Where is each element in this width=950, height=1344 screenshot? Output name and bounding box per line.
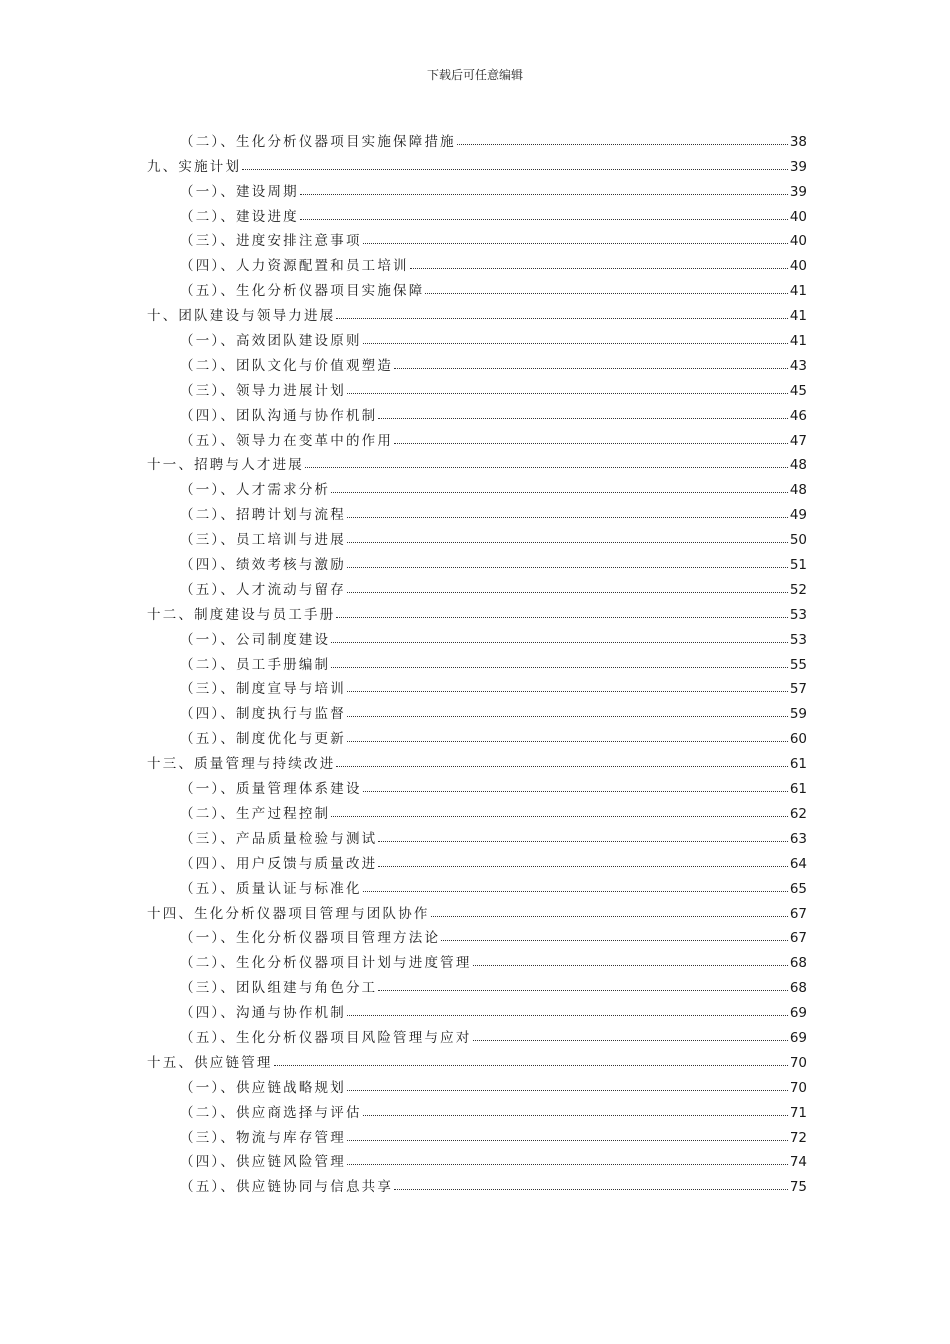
toc-entry-title: （三）、员工培训与进展: [180, 532, 346, 549]
toc-chapter-entry[interactable]: [147, 747, 807, 772]
toc-entry-title: （四）、制度执行与监督: [180, 706, 346, 723]
toc-dot-leader: [425, 292, 787, 294]
toc-entry-title: （五）、生化分析仪器项目风险管理与应对: [180, 1029, 472, 1046]
toc-entry-title: （四）、绩效考核与激励: [180, 557, 346, 574]
toc-page-number: 67: [789, 905, 807, 922]
toc-chapter-entry[interactable]: [147, 299, 807, 324]
toc-section-entry[interactable]: [147, 573, 807, 598]
toc-dot-leader: [347, 566, 788, 568]
toc-page-number: 57: [789, 681, 807, 698]
toc-entry-title: 十、团队建设与领导力进展: [147, 308, 336, 325]
toc-dot-leader: [331, 641, 788, 643]
toc-section-entry[interactable]: [147, 1021, 807, 1046]
toc-entry-title: （三）、领导力进展计划: [180, 382, 346, 399]
toc-page-number: 69: [789, 1005, 807, 1022]
toc-entry-title: （一）、公司制度建设: [180, 631, 331, 648]
toc-dot-leader: [331, 491, 788, 493]
toc-page-number: 46: [789, 407, 807, 424]
toc-entry-title: （四）、团队沟通与协作机制: [180, 407, 378, 424]
toc-page-number: 48: [789, 457, 807, 474]
toc-entry-title: （二）、生化分析仪器项目实施保障措施: [180, 133, 456, 150]
toc-section-entry[interactable]: [147, 946, 807, 971]
page-header: 下载后可任意编辑: [426, 68, 523, 82]
toc-page-number: 55: [789, 656, 807, 673]
toc-entry-title: （二）、建设进度: [180, 208, 299, 225]
toc-section-entry[interactable]: [147, 225, 807, 250]
toc-section-entry[interactable]: [147, 648, 807, 673]
toc-page-number: 38: [789, 133, 807, 150]
toc-section-entry[interactable]: [147, 249, 807, 274]
toc-dot-leader: [363, 242, 788, 244]
toc-dot-leader: [410, 267, 788, 269]
toc-entry-title: （四）、人力资源配置和员工培训: [180, 258, 409, 275]
toc-section-entry[interactable]: [147, 673, 807, 698]
toc-dot-leader: [347, 516, 788, 518]
toc-dot-leader: [347, 1014, 788, 1016]
toc-dot-leader: [347, 1089, 788, 1091]
toc-dot-leader: [394, 1188, 788, 1190]
toc-section-entry[interactable]: [147, 1121, 807, 1146]
toc-entry-title: （三）、团队组建与角色分工: [180, 980, 378, 997]
toc-section-entry[interactable]: [147, 274, 807, 299]
toc-page-number: 43: [789, 357, 807, 374]
toc-page-number: 48: [789, 482, 807, 499]
toc-section-entry[interactable]: [147, 772, 807, 797]
toc-entry-title: （五）、供应链协同与信息共享: [180, 1179, 394, 1196]
toc-section-entry[interactable]: [147, 1170, 807, 1195]
toc-entry-title: （三）、物流与库存管理: [180, 1129, 346, 1146]
toc-dot-leader: [363, 1114, 788, 1116]
toc-chapter-entry[interactable]: [147, 1046, 807, 1071]
toc-section-entry[interactable]: [147, 374, 807, 399]
toc-entry-title: （五）、制度优化与更新: [180, 731, 346, 748]
toc-entry-title: （一）、生化分析仪器项目管理方法论: [180, 930, 441, 947]
toc-page-number: 41: [789, 283, 807, 300]
toc-section-entry[interactable]: [147, 697, 807, 722]
toc-entry-title: （二）、招聘计划与流程: [180, 507, 346, 524]
toc-page-number: 72: [789, 1129, 807, 1146]
toc-section-entry[interactable]: [147, 125, 807, 150]
toc-dot-leader: [347, 690, 788, 692]
toc-page-number: 65: [789, 880, 807, 897]
toc-dot-leader: [473, 1039, 788, 1041]
toc-entry-title: 十五、供应链管理: [147, 1054, 273, 1071]
toc-chapter-entry[interactable]: [147, 598, 807, 623]
toc-dot-leader: [347, 1139, 788, 1141]
toc-page-number: 74: [789, 1154, 807, 1171]
toc-dot-leader: [431, 915, 788, 917]
toc-dot-leader: [300, 193, 788, 195]
toc-entry-title: 十一、招聘与人才进展: [147, 457, 304, 474]
toc-dot-leader: [457, 143, 788, 145]
toc-dot-leader: [347, 1163, 788, 1165]
toc-section-entry[interactable]: [147, 473, 807, 498]
toc-chapter-entry[interactable]: [147, 449, 807, 474]
toc-section-entry[interactable]: [147, 349, 807, 374]
toc-entry-title: （一）、建设周期: [180, 183, 299, 200]
toc-dot-leader: [347, 541, 788, 543]
toc-page-number: 51: [789, 557, 807, 574]
toc-entry-title: （五）、人才流动与留存: [180, 581, 346, 598]
toc-section-entry[interactable]: [147, 498, 807, 523]
toc-page-number: 53: [789, 631, 807, 648]
toc-section-entry[interactable]: [147, 996, 807, 1021]
toc-dot-leader: [363, 890, 788, 892]
toc-dot-leader: [378, 417, 787, 419]
toc-section-entry[interactable]: [147, 1096, 807, 1121]
toc-page-number: 45: [789, 382, 807, 399]
toc-section-entry[interactable]: [147, 523, 807, 548]
toc-section-entry[interactable]: [147, 847, 807, 872]
toc-dot-leader: [331, 666, 788, 668]
toc-page-number: 61: [789, 756, 807, 773]
toc-section-entry[interactable]: [147, 822, 807, 847]
toc-dot-leader: [336, 317, 787, 319]
toc-dot-leader: [363, 342, 788, 344]
toc-entry-title: （一）、供应链战略规划: [180, 1079, 346, 1096]
toc-page-number: 49: [789, 507, 807, 524]
toc-page-number: 47: [789, 432, 807, 449]
toc-page-number: 40: [789, 208, 807, 225]
toc-page-number: 60: [789, 731, 807, 748]
toc-page-number: 71: [789, 1104, 807, 1121]
toc-section-entry[interactable]: [147, 548, 807, 573]
toc-section-entry[interactable]: [147, 1071, 807, 1096]
toc-page-number: 40: [789, 233, 807, 250]
toc-dot-leader: [336, 616, 787, 618]
toc-entry-title: （二）、供应商选择与评估: [180, 1104, 362, 1121]
toc-entry-title: （三）、制度宣导与培训: [180, 681, 346, 698]
toc-dot-leader: [378, 840, 787, 842]
toc-page-number: 68: [789, 955, 807, 972]
toc-page-number: 63: [789, 830, 807, 847]
toc-dot-leader: [441, 939, 788, 941]
toc-entry-title: （四）、用户反馈与质量改进: [180, 855, 378, 872]
toc-page-number: 68: [789, 980, 807, 997]
toc-page-number: 41: [789, 308, 807, 325]
toc-page-number: 69: [789, 1029, 807, 1046]
toc-page-number: 64: [789, 855, 807, 872]
toc-dot-leader: [305, 466, 788, 468]
toc-entry-title: （五）、质量认证与标准化: [180, 880, 362, 897]
toc-section-entry[interactable]: [147, 1146, 807, 1171]
toc-entry-title: （三）、进度安排注意事项: [180, 233, 362, 250]
toc-page-number: 50: [789, 532, 807, 549]
toc-section-entry[interactable]: [147, 722, 807, 747]
toc-entry-title: （一）、高效团队建设原则: [180, 333, 362, 350]
toc-section-entry[interactable]: [147, 424, 807, 449]
toc-section-entry[interactable]: [147, 324, 807, 349]
toc-page-number: 39: [789, 183, 807, 200]
toc-chapter-entry[interactable]: [147, 150, 807, 175]
toc-entry-title: （三）、产品质量检验与测试: [180, 830, 378, 847]
toc-page-number: 70: [789, 1054, 807, 1071]
toc-page-number: 41: [789, 333, 807, 350]
toc-page-number: 40: [789, 258, 807, 275]
toc-entry-title: （一）、质量管理体系建设: [180, 781, 362, 798]
toc-dot-leader: [242, 168, 788, 170]
toc-entry-title: （二）、团队文化与价值观塑造: [180, 357, 394, 374]
toc-page-number: 39: [789, 158, 807, 175]
toc-section-entry[interactable]: [147, 175, 807, 200]
toc-entry-title: （一）、人才需求分析: [180, 482, 331, 499]
toc-dot-leader: [363, 790, 788, 792]
toc-entry-title: （四）、供应链风险管理: [180, 1154, 346, 1171]
toc-entry-title: （五）、领导力在变革中的作用: [180, 432, 394, 449]
toc-entry-title: 十三、质量管理与持续改进: [147, 756, 336, 773]
toc-section-entry[interactable]: [147, 971, 807, 996]
toc-dot-leader: [336, 765, 787, 767]
toc-page-number: 70: [789, 1079, 807, 1096]
toc-page-number: 67: [789, 930, 807, 947]
toc-entry-title: （五）、生化分析仪器项目实施保障: [180, 283, 425, 300]
toc-section-entry[interactable]: [147, 399, 807, 424]
toc-section-entry[interactable]: [147, 623, 807, 648]
toc-entry-title: （四）、沟通与协作机制: [180, 1005, 346, 1022]
toc-dot-leader: [331, 815, 788, 817]
toc-section-entry[interactable]: [147, 797, 807, 822]
toc-page-number: 59: [789, 706, 807, 723]
toc-page-number: 62: [789, 805, 807, 822]
toc-dot-leader: [347, 740, 788, 742]
toc-entry-title: 九、实施计划: [147, 158, 242, 175]
toc-dot-leader: [378, 989, 787, 991]
toc-page-number: 61: [789, 781, 807, 798]
toc-chapter-entry[interactable]: [147, 897, 807, 922]
toc-dot-leader: [300, 218, 788, 220]
toc-section-entry[interactable]: [147, 922, 807, 947]
toc-entry-title: 十二、制度建设与员工手册: [147, 606, 336, 623]
toc-dot-leader: [378, 865, 787, 867]
toc-page-number: 52: [789, 581, 807, 598]
toc-dot-leader: [347, 715, 788, 717]
toc-entry-title: （二）、生产过程控制: [180, 805, 331, 822]
toc-entry-title: （二）、员工手册编制: [180, 656, 331, 673]
toc-page-number: 75: [789, 1179, 807, 1196]
toc-dot-leader: [347, 392, 788, 394]
toc-dot-leader: [473, 964, 788, 966]
toc-section-entry[interactable]: [147, 872, 807, 897]
toc-dot-leader: [347, 591, 788, 593]
toc-entry-title: （二）、生化分析仪器项目计划与进度管理: [180, 955, 472, 972]
toc-dot-leader: [274, 1064, 788, 1066]
toc-dot-leader: [394, 367, 788, 369]
toc-dot-leader: [394, 442, 788, 444]
toc-page-number: 53: [789, 606, 807, 623]
table-of-contents: [147, 125, 807, 1195]
toc-entry-title: 十四、生化分析仪器项目管理与团队协作: [147, 905, 430, 922]
toc-section-entry[interactable]: [147, 200, 807, 225]
